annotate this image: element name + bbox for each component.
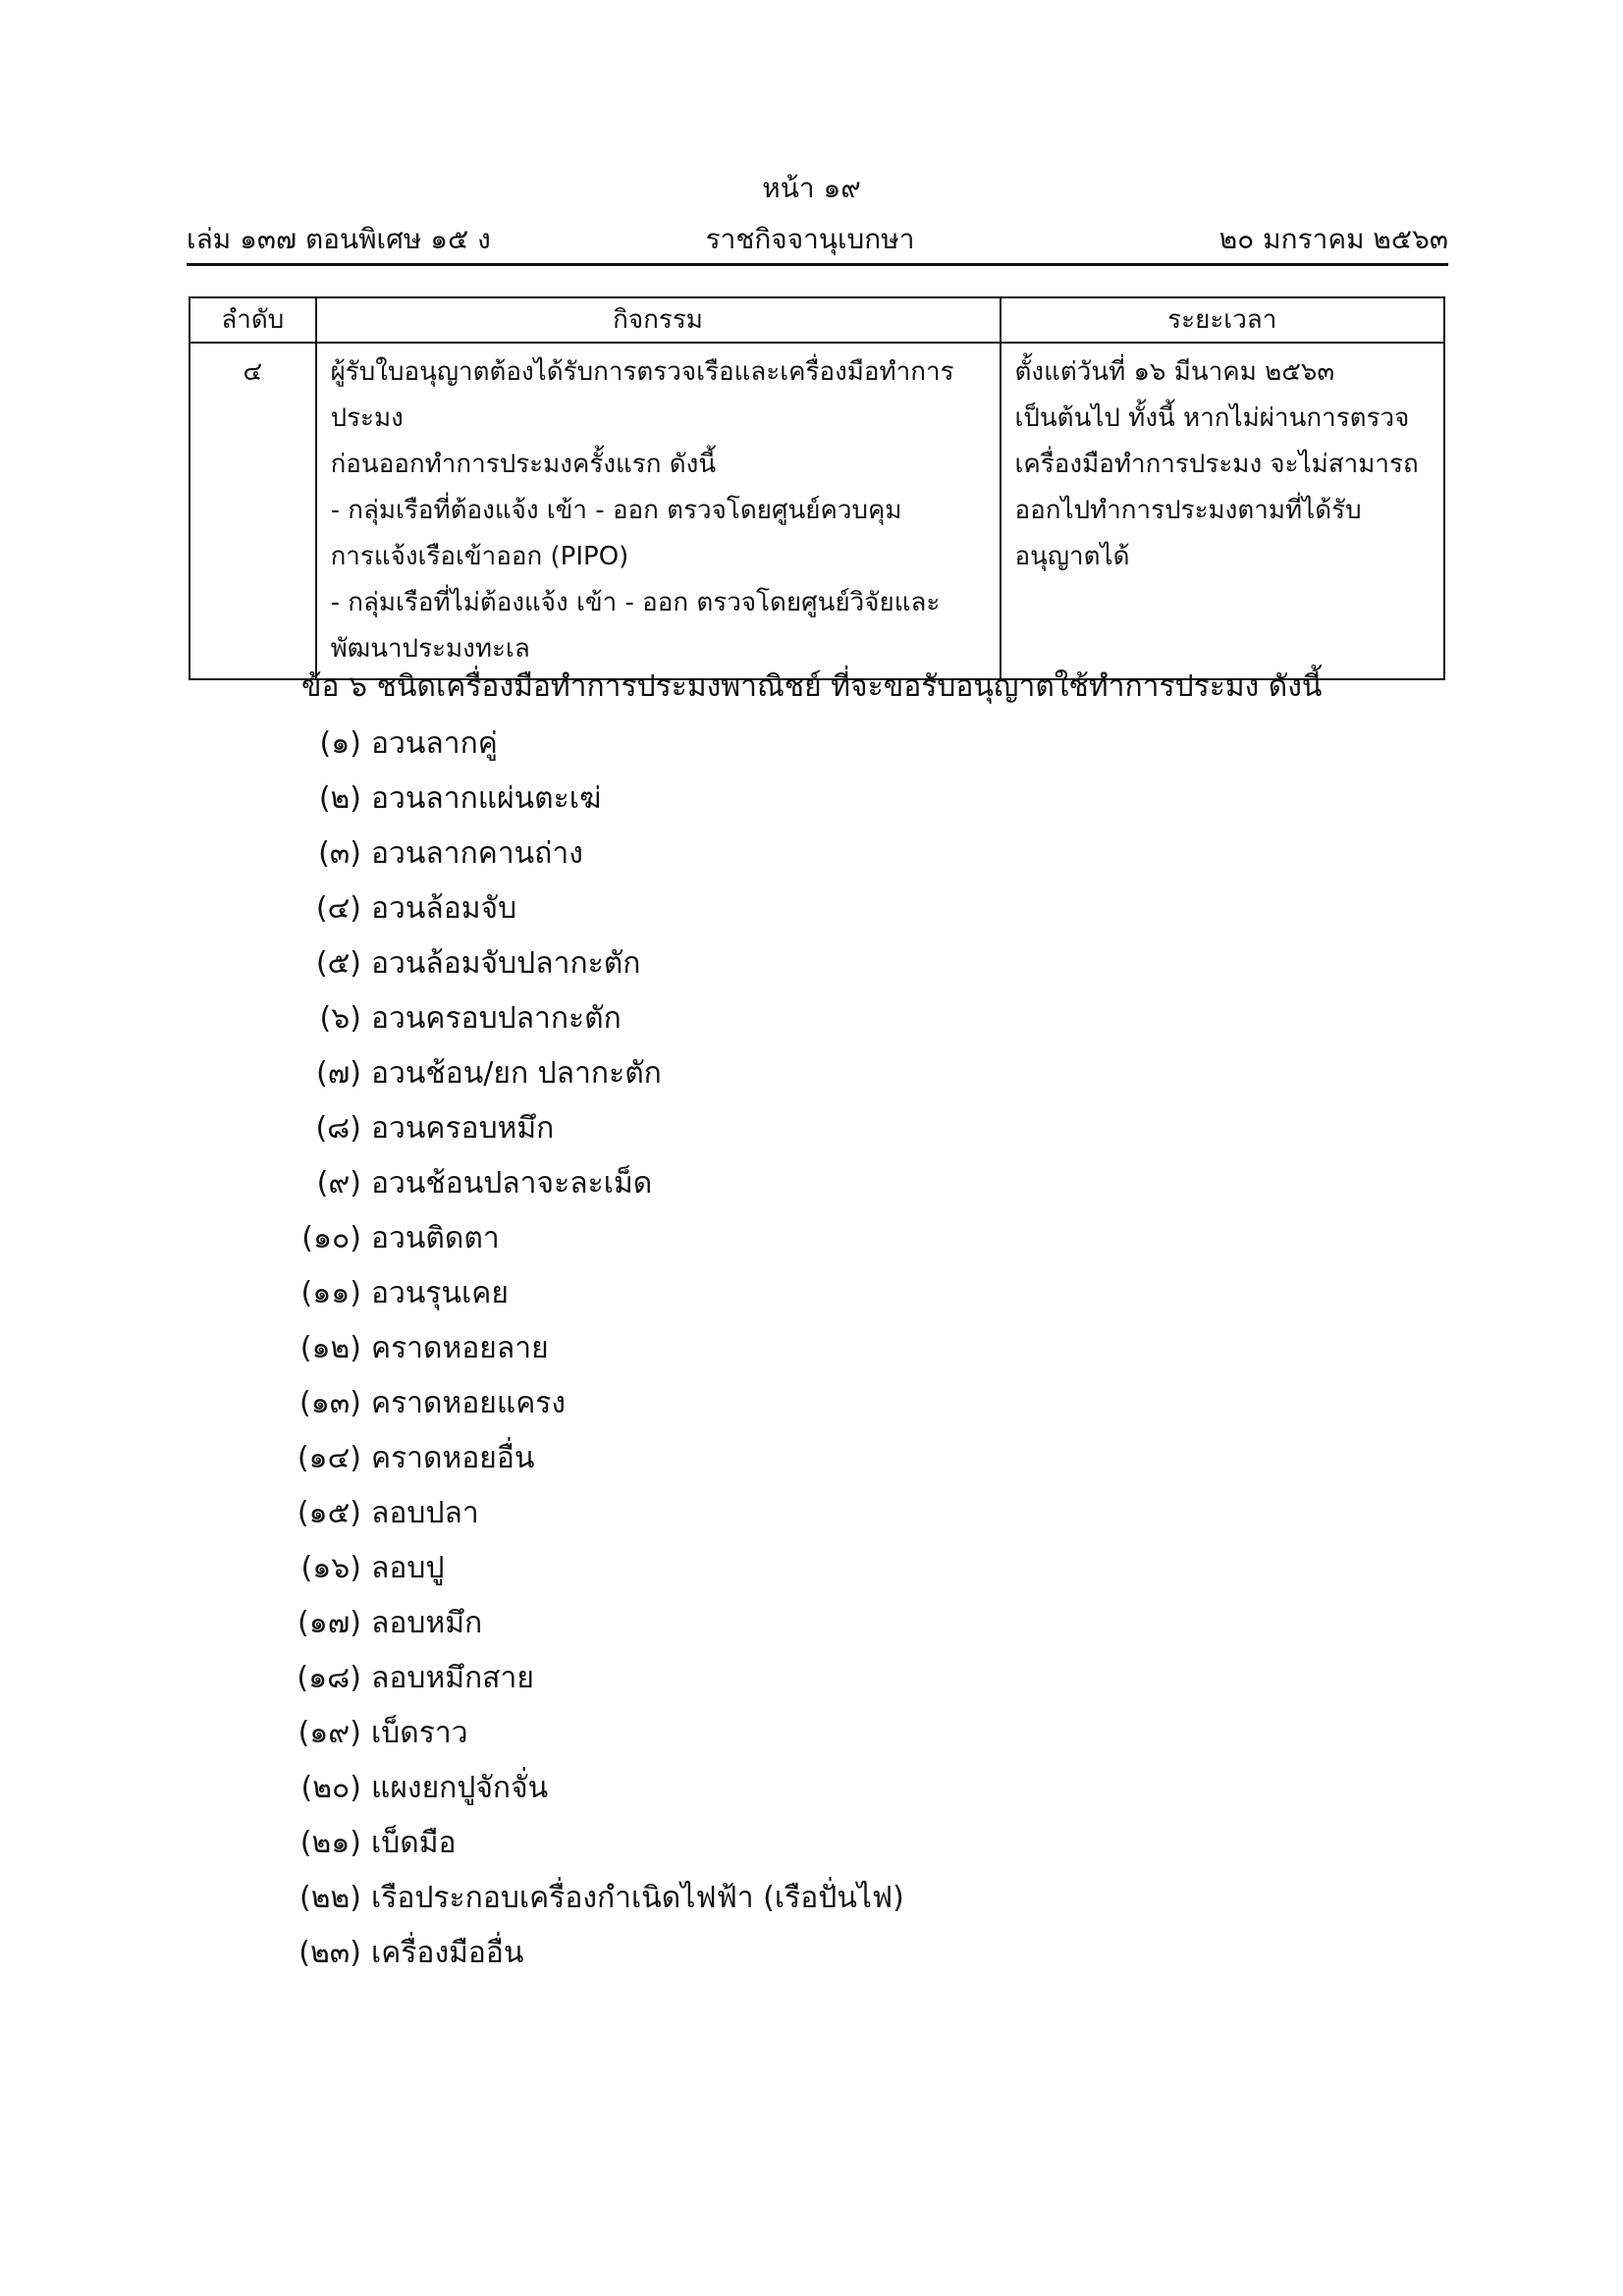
table-row	[189, 343, 1444, 679]
header-divider	[187, 263, 1448, 266]
item-label: แผงยกปูจักจั่น	[371, 1771, 549, 1805]
item-number: (๒๑)	[299, 1826, 361, 1860]
item-label: คราดหอยอื่น	[371, 1441, 535, 1475]
item-number: (๓)	[318, 836, 361, 871]
item-number: (๑๔)	[297, 1441, 361, 1475]
list-item	[255, 1376, 1237, 1431]
item-number: (๒)	[318, 781, 361, 816]
period-line: เครื่องมือทำการประมง จะไม่สามารถ	[1014, 450, 1419, 479]
activity-line: การแจ้งเรือเข้าออก (PIPO)	[330, 542, 629, 571]
publication-date: ๒๐ มกราคม ๒๕๖๓	[1218, 223, 1448, 255]
item-number: (๑)	[319, 726, 361, 761]
list-item	[255, 1156, 1237, 1211]
item-label: เรือประกอบเครื่องกำเนิดไฟฟ้า (เรือปั่นไฟ)	[371, 1881, 904, 1915]
activity-line: - กลุ่มเรือที่ไม่ต้องแจ้ง เข้า - ออก ตรวจโดยศูนย์วิจัยและ	[330, 588, 941, 617]
item-label: ลอบหมึกสาย	[371, 1661, 534, 1695]
item-number: (๘)	[315, 1111, 361, 1146]
list-item	[255, 1706, 1237, 1761]
activity-line: - กลุ่มเรือที่ต้องแจ้ง เข้า - ออก ตรวจโดยศูนย์ควบคุม	[330, 496, 902, 525]
item-number: (๒๐)	[300, 1771, 361, 1805]
item-label: ลอบปลา	[371, 1496, 479, 1530]
volume-issue: เล่ม ๑๓๗ ตอนพิเศษ ๑๕ ง	[187, 223, 491, 255]
item-number: (๕)	[315, 946, 361, 981]
item-number: (๑๓)	[299, 1386, 361, 1420]
column-header-activity: กิจกรรม	[316, 297, 1001, 343]
list-item	[255, 1926, 1237, 1981]
list-item	[255, 1816, 1237, 1871]
list-item	[255, 717, 1237, 772]
list-item	[255, 1266, 1237, 1321]
activity-line: ผู้รับใบอนุญาตต้องได้รับการตรวจเรือและเครื่องมือทำการประมง	[330, 357, 954, 433]
item-number: (๔)	[315, 891, 361, 926]
item-number: (๑๖)	[300, 1551, 361, 1585]
order-cell: ๔	[189, 343, 316, 679]
list-item	[255, 936, 1237, 991]
fishing-gear-list	[255, 717, 1237, 1981]
item-number: (๑๙)	[298, 1716, 361, 1750]
item-number: (๗)	[316, 1056, 361, 1091]
item-label: เบ็ดราว	[371, 1716, 468, 1750]
item-label: ลอบหมึก	[371, 1606, 483, 1640]
activity-cell	[316, 343, 1001, 679]
item-number: (๑๗)	[297, 1606, 361, 1640]
list-item	[255, 1321, 1237, 1376]
period-cell	[1001, 343, 1444, 679]
list-item	[255, 1431, 1237, 1486]
list-item	[255, 1541, 1237, 1596]
list-item	[255, 1596, 1237, 1651]
item-label: อวนลากคานถ่าง	[371, 836, 583, 871]
list-item	[255, 1761, 1237, 1816]
list-item	[255, 1211, 1237, 1266]
list-item	[255, 991, 1237, 1046]
item-label: อวนล้อมจับปลากะตัก	[371, 946, 641, 981]
period-line: ตั้งแต่วันที่ ๑๖ มีนาคม ๒๕๖๓	[1014, 357, 1335, 387]
item-label: อวนช้อน/ยก ปลากะตัก	[371, 1056, 662, 1091]
gazette-header	[187, 218, 1448, 257]
period-line: เป็นต้นไป ทั้งนี้ หากไม่ผ่านการตรวจ	[1014, 403, 1410, 433]
item-number: (๖)	[319, 1001, 361, 1036]
list-item	[255, 1046, 1237, 1101]
item-label: อวนรุนเคย	[371, 1276, 509, 1310]
item-number: (๑๐)	[301, 1221, 361, 1255]
column-header-order: ลำดับ	[189, 297, 316, 343]
clause-6-heading: ข้อ ๖ ชนิดเครื่องมือทำการประมงพาณิชย์ ที่จะขอรับอนุญาตใช้ทำการประมง ดังนี้	[301, 669, 1323, 704]
schedule-table	[189, 296, 1445, 680]
item-label: อวนครอบปลากะตัก	[371, 1001, 622, 1036]
list-item	[255, 1871, 1237, 1926]
item-number: (๑๒)	[299, 1331, 361, 1365]
item-label: อวนติดตา	[371, 1221, 500, 1255]
item-label: คราดหอยลาย	[371, 1331, 549, 1365]
column-header-period: ระยะเวลา	[1001, 297, 1444, 343]
item-number: (๑๕)	[297, 1496, 361, 1530]
activity-line: พัฒนาประมงทะเล	[330, 634, 530, 664]
publication-title: ราชกิจจานุเบกษา	[705, 223, 915, 255]
list-item	[255, 1486, 1237, 1541]
item-number: (๑๘)	[297, 1661, 361, 1695]
list-item	[255, 1101, 1237, 1156]
item-number: (๙)	[316, 1166, 361, 1201]
activity-line: ก่อนออกทำการประมงครั้งแรก ดังนี้	[330, 450, 717, 479]
list-item	[255, 881, 1237, 936]
item-label: อวนลากแผ่นตะเฆ่	[371, 781, 602, 816]
page-number: หน้า ๑๙	[762, 172, 861, 204]
item-label: เบ็ดมือ	[371, 1826, 457, 1860]
period-line: ออกไปทำการประมงตามที่ได้รับอนุญาตได้	[1014, 496, 1362, 571]
item-label: ลอบปู	[371, 1551, 445, 1585]
item-number: (๒๒)	[299, 1881, 361, 1915]
item-label: อวนล้อมจับ	[371, 891, 517, 926]
item-label: อวนลากคู่	[371, 726, 498, 761]
item-label: คราดหอยแครง	[371, 1386, 567, 1420]
list-item	[255, 772, 1237, 827]
table-header-row	[189, 297, 1444, 343]
list-item	[255, 827, 1237, 881]
item-number: (๑๑)	[300, 1276, 361, 1310]
item-label: เครื่องมืออื่น	[371, 1936, 524, 1970]
item-number: (๒๓)	[298, 1936, 361, 1970]
item-label: อวนครอบหมึก	[371, 1111, 555, 1146]
list-item	[255, 1651, 1237, 1706]
item-label: อวนช้อนปลาจะละเม็ด	[371, 1166, 653, 1201]
